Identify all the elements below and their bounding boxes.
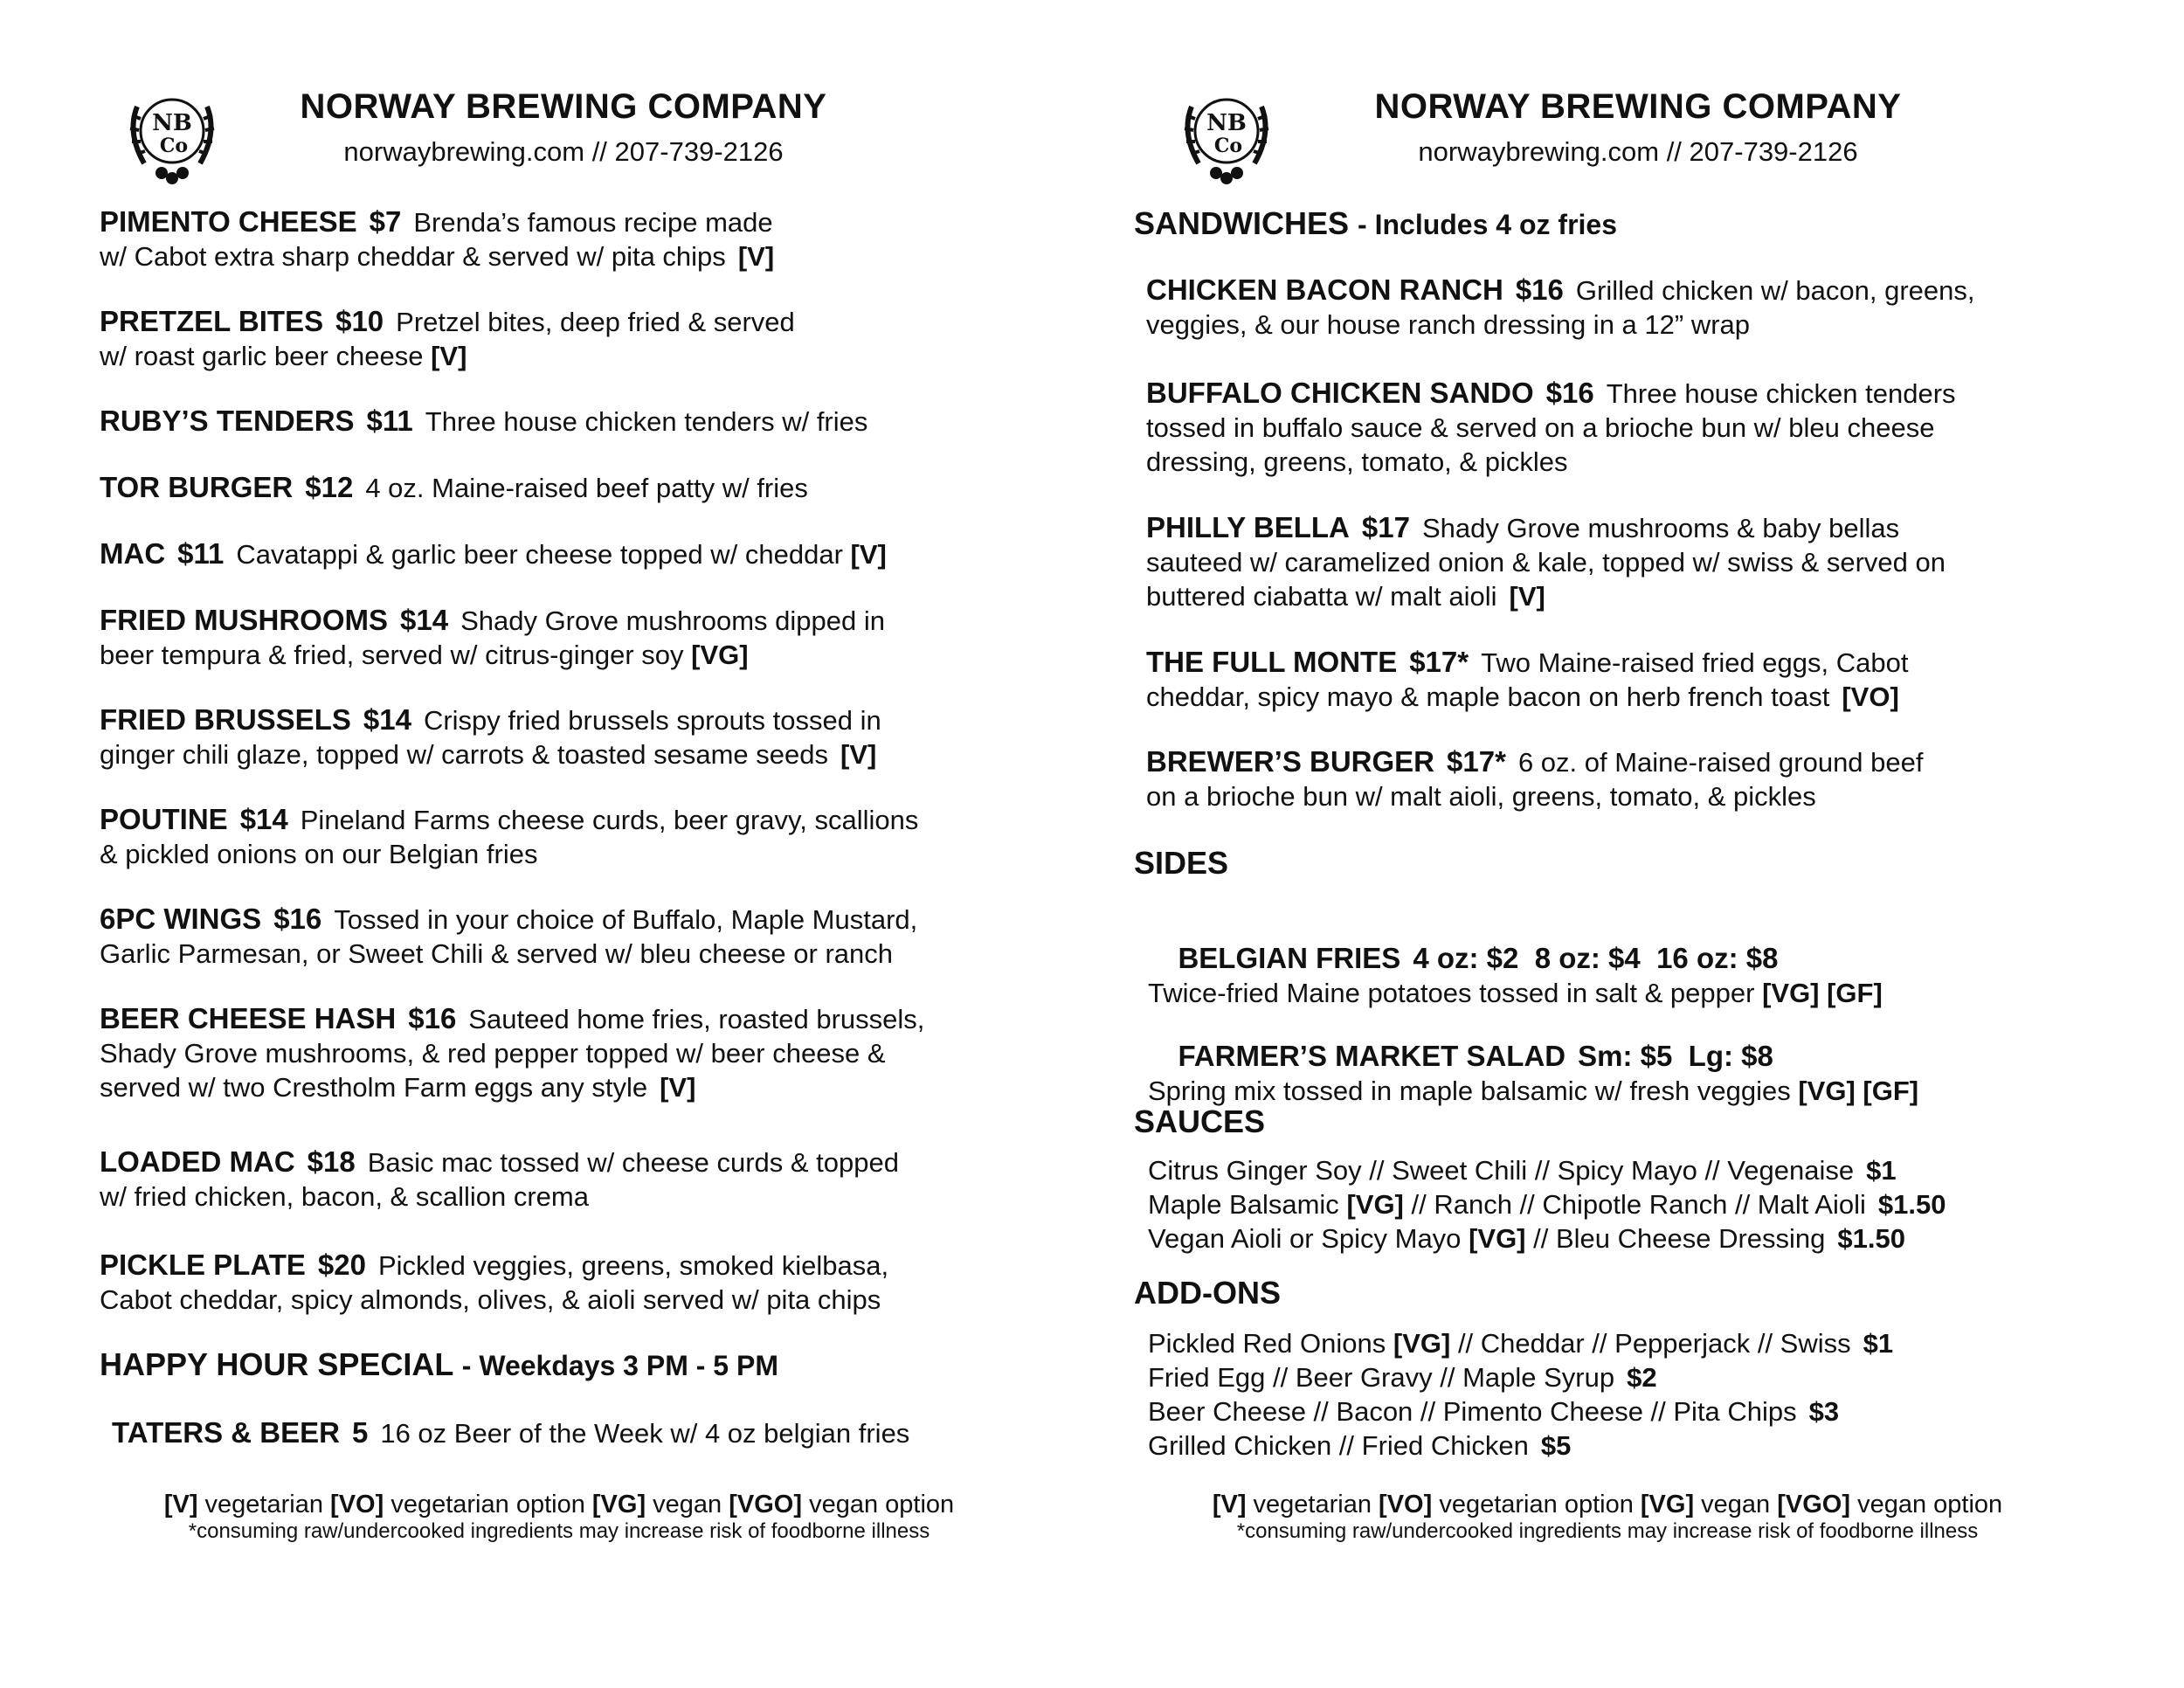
menu-item-tor-burger: TOR BURGER $12 4 oz. Maine-raised beef patty w/ fries — [100, 471, 808, 503]
company-name: NORWAY BREWING COMPANY — [300, 87, 827, 126]
menu-item-fried-mushrooms: FRIED MUSHROOMS $14 Shady Grove mushrooms dipped in beer tempura & fried, served w/ citrus-ginger soy [VG] — [100, 604, 885, 670]
company-contact: norwaybrewing.com // 207-739-2126 — [1418, 136, 1858, 167]
menu-item-fried-brussels: FRIED BRUSSELS $14 Crispy fried brussels sprouts tossed in ginger chili glaze, topped w/ carrots & toasted sesame seeds [V] — [100, 703, 881, 770]
svg-text:NB: NB — [152, 110, 192, 136]
sauces-list: Citrus Ginger Soy // Sweet Chili // Spicy Mayo // Vegenaise $1 Maple Balsamic [VG] // Ranch // Chipotle Ranch // Malt Aioli $1.50 Vegan Aioli or Spicy Mayo [VG] // Bleu Cheese Dressing $1.50 — [1148, 1155, 1946, 1254]
add-ons-heading: ADD-ONS — [1134, 1275, 1281, 1311]
item-desc: w/ Cabot extra sharp cheddar & served w/ pita chips — [100, 241, 726, 272]
happy-hour-heading: HAPPY HOUR SPECIAL - Weekdays 3 PM - 5 PM — [100, 1346, 778, 1382]
menu-item-beer-cheese-hash: BEER CHEESE HASH $16 Sauteed home fries, roasted brussels, Shady Grove mushrooms, & red pepper topped w/ beer cheese & served w/ two Crestholm Farm eggs any style [V] — [100, 1002, 925, 1103]
diet-legend: [V] vegetarian [VO] vegetarian option [VG] vegan [VGO] vegan option — [163, 1491, 955, 1519]
raw-food-disclaimer: *consuming raw/undercooked ingredients may increase risk of foodborne illness — [1236, 1519, 1979, 1543]
svg-text:Co: Co — [1213, 135, 1243, 157]
menu-item-pretzel-bites: PRETZEL BITES $10 Pretzel bites, deep fried & served w/ roast garlic beer cheese [V] — [100, 305, 795, 371]
menu-item-buffalo-chicken-sando: BUFFALO CHICKEN SANDO $16 Three house chicken tenders tossed in buffalo sauce & served on a brioche bun w/ bleu cheese dressing, greens, tomato, & pickles — [1146, 377, 1956, 477]
menu-item-brewers-burger: BREWER’S BURGER $17* 6 oz. of Maine-raised ground beef on a brioche bun w/ malt aioli, greens, tomato, & pickles — [1146, 745, 1924, 812]
menu-item-taters-and-beer: TATERS & BEER 5 16 oz Beer of the Week w/ 4 oz belgian fries — [112, 1416, 910, 1449]
raw-food-disclaimer: *consuming raw/undercooked ingredients may increase risk of foodborne illness — [188, 1519, 930, 1543]
menu-item-chicken-bacon-ranch: CHICKEN BACON RANCH $16 Grilled chicken w/ bacon, greens, veggies, & our house ranch dressing in a 12” wrap — [1146, 273, 1975, 340]
menu-item-rubys-tenders: RUBY’S TENDERS $11 Three house chicken tenders w/ fries — [100, 405, 868, 437]
sauces-heading: SAUCES — [1134, 1103, 1266, 1139]
svg-text:Co: Co — [159, 135, 189, 157]
diet-legend: [V] vegetarian [VO] vegetarian option [VG] vegan [VGO] vegan option — [1212, 1491, 2003, 1519]
menu-item-loaded-mac: LOADED MAC $18 Basic mac tossed w/ cheese curds & topped w/ fried chicken, bacon, & scallion crema — [100, 1145, 899, 1212]
sides-heading: SIDES — [1134, 845, 1229, 881]
menu-item-poutine: POUTINE $14 Pineland Farms cheese curds, beer gravy, scallions & pickled onions on our Belgian fries — [100, 803, 919, 869]
svg-text:NB: NB — [1206, 110, 1247, 136]
right-menu-page — [1092, 0, 2184, 1688]
company-name: NORWAY BREWING COMPANY — [1374, 87, 1902, 126]
item-name: PIMENTO CHEESE — [100, 205, 357, 238]
item-desc: Brenda’s famous recipe made — [413, 207, 773, 238]
item-price: $7 — [369, 205, 402, 238]
company-contact: norwaybrewing.com // 207-739-2126 — [343, 136, 784, 167]
side-item-belgian-fries: BELGIAN FRIES 4 oz: $2 8 oz: $4 16 oz: $8 Twice-fried Maine potatoes tossed in salt & pepper [VG] [GF] — [1148, 942, 1883, 1008]
add-ons-list: Pickled Red Onions [VG] // Cheddar // Pepperjack // Swiss $1 Fried Egg // Beer Gravy // Maple Syrup $2 Beer Cheese // Bacon // Pimento Cheese // Pita Chips $3 Grilled Chicken // Fried Chicken $5 — [1148, 1328, 1894, 1461]
diet-tag: [V] — [737, 241, 775, 272]
menu-item-philly-bella: PHILLY BELLA $17 Shady Grove mushrooms & baby bellas sauteed w/ caramelized onion & kale, topped w/ swiss & served on buttered ciabatta w/ malt aioli [V] — [1146, 511, 1946, 612]
menu-item-the-full-monte: THE FULL MONTE $17* Two Maine-raised fried eggs, Cabot cheddar, spicy mayo & maple bacon on herb french toast [VO] — [1146, 646, 1909, 712]
menu-item-mac: MAC $11 Cavatappi & garlic beer cheese topped w/ cheddar [V] — [100, 537, 887, 570]
menu-item-6pc-wings: 6PC WINGS $16 Tossed in your choice of Buffalo, Maple Mustard, Garlic Parmesan, or Sweet Chili & served w/ bleu cheese or ranch — [100, 903, 918, 969]
menu-item-pimento-cheese — [100, 204, 774, 273]
sandwiches-heading: SANDWICHES - Includes 4 oz fries — [1134, 205, 1617, 241]
menu-item-pickle-plate: PICKLE PLATE $20 Pickled veggies, greens, smoked kielbasa, Cabot cheddar, spicy almonds, olives, & aioli served w/ pita chips — [100, 1249, 889, 1315]
side-item-farmers-market-salad: FARMER’S MARKET SALAD Sm: $5 Lg: $8 Spring mix tossed in maple balsamic w/ fresh veggies [VG] [GF] — [1148, 1040, 1919, 1106]
